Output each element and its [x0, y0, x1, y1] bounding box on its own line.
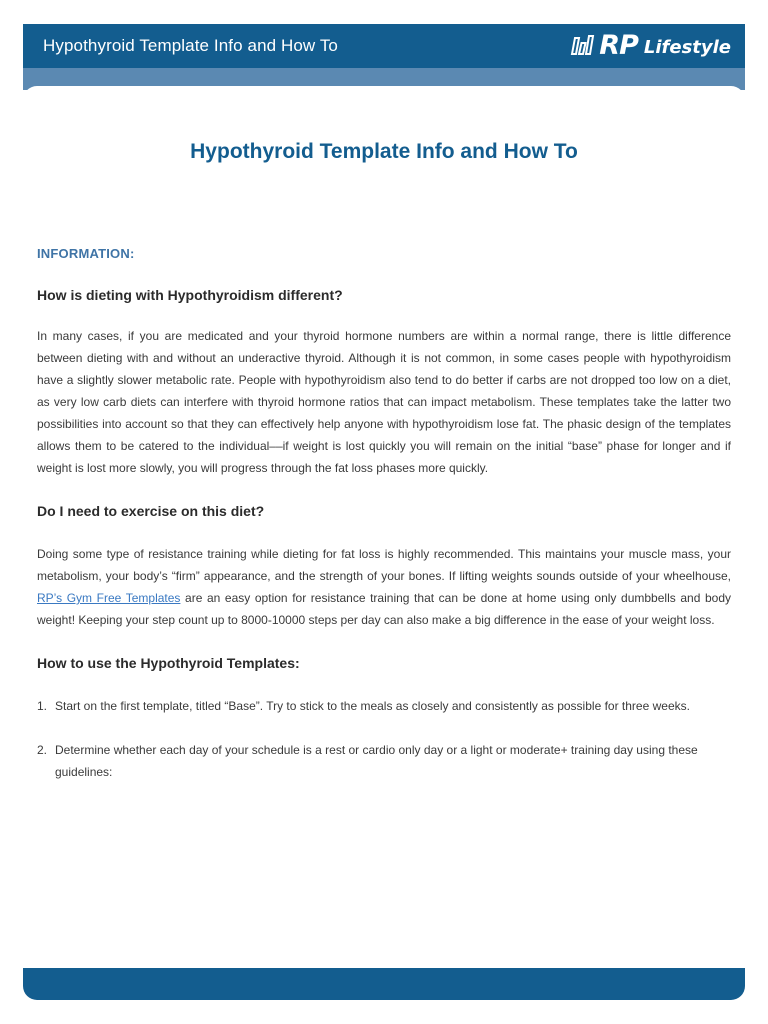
gym-free-templates-link[interactable]: RP’s Gym Free Templates — [37, 591, 181, 605]
document-title: Hypothyroid Template Info and How To — [190, 140, 578, 163]
question-heading-dieting: How is dieting with Hypothyroidism different? — [37, 287, 343, 303]
question-heading-exercise: Do I need to exercise on this diet? — [37, 503, 265, 519]
list-item — [37, 739, 731, 783]
paragraph-dieting: In many cases, if you are medicated and your thyroid hormone numbers are within a normal range, there is little difference between dieting with and without an underactive thyroid. Although it is not common, in some cases people with hypothyroidism have a slightly slower metabolic rate. People with hypothyroidism also tend to do better if carbs are not dropped too low on a diet, as very low carb diets can interfere with thyroid hormone ratios that can impact metabolism. These templates take the latter two possibilities into account so that they can effectively help anyone with hypothyroidism lose fat. The phasic design of the templates allows them to be catered to the individual––if weight is lost quickly you will remain on the initial “base” phase for longer and if weight is lost more slowly, you will progress through the fat loss phases more quickly. — [37, 329, 731, 475]
page-header — [23, 24, 745, 125]
question-heading-how-to-use: How to use the Hypothyroid Templates: — [37, 655, 300, 671]
document-body — [37, 246, 731, 783]
step-number: 1. — [37, 699, 48, 713]
page-footer-bar — [23, 968, 745, 1000]
copyright-text: ©RP Lifestyle 2023 — [654, 115, 732, 125]
rp-lifestyle-logo — [569, 29, 731, 61]
logo-rp-text: RP — [599, 29, 638, 61]
bar-chart-logo-icon — [569, 34, 595, 56]
list-item — [37, 695, 731, 717]
section-label-information: INFORMATION: — [37, 246, 135, 261]
paragraph-exercise-text-2: are an easy option for resistance training that can be done at home using only dumbbells and body weight! Keeping your step count up to 8000-10000 steps per day can also make a big difference in the ease of your weight loss. — [37, 591, 731, 627]
header-title: Hypothyroid Template Info and How To — [43, 36, 338, 55]
paragraph-exercise — [37, 543, 731, 631]
logo-lifestyle-text: Lifestyle — [643, 37, 731, 58]
header-curve-divider — [23, 86, 745, 100]
header-bar — [23, 24, 745, 68]
step-text: Determine whether each day of your schedule is a rest or cardio only day or a light or moderate+ training day using these guidelines: — [55, 743, 698, 779]
steps-list — [37, 695, 731, 783]
paragraph-exercise-text-1: Doing some type of resistance training while dieting for fat loss is highly recommended. This maintains your muscle mass, your metabolism, your body’s “firm” appearance, and the strength of your bones. If lifting weights sounds outside of your wheelhouse, — [37, 547, 731, 583]
step-text: Start on the first template, titled “Base”. Try to stick to the meals as closely and consistently as possible for three weeks. — [55, 699, 690, 713]
step-number: 2. — [37, 743, 48, 757]
